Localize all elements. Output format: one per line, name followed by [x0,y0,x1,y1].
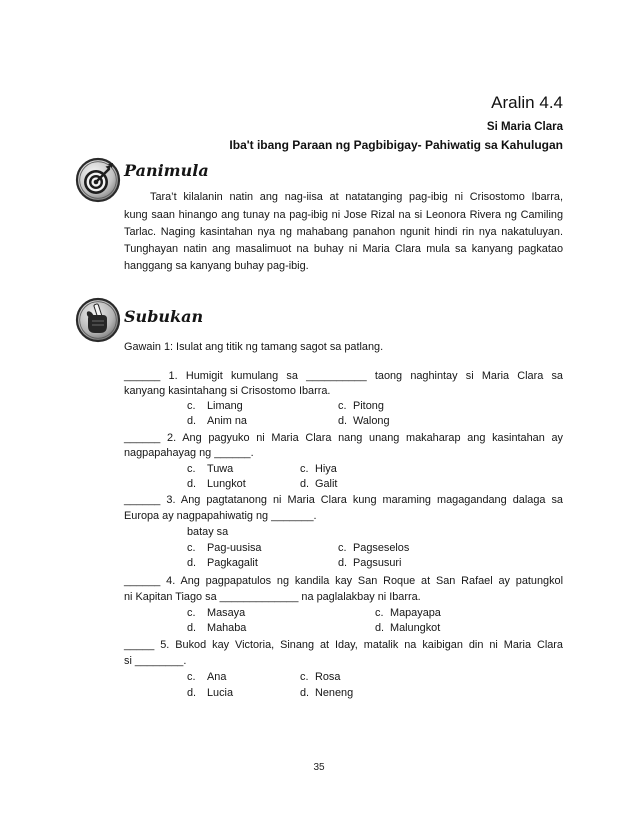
option-letter: c. [187,607,196,619]
answer-option [338,414,390,428]
option-text: Mapayapa [390,607,441,619]
option-letter: d. [187,478,197,490]
answer-option [187,477,246,491]
option-text: Ana [207,671,227,683]
lesson-subtitle: Iba't ibang Paraan ng Pagbibigay- Pahiwatig sa Kahulugan [229,138,563,152]
intro-paragraph-line: Tara’t kilalanin natin ang nag-iisa at natatanging pag-ibig ni Crisostomo Ibarra, [150,191,563,203]
answer-option [187,670,226,684]
question-line: kanyang kasintahang si Crisostomo Ibarra. [124,385,331,397]
option-letter: c. [187,671,196,683]
answer-option [187,462,233,476]
option-text: Neneng [315,687,354,699]
answer-option [187,686,233,700]
answer-option [300,477,337,491]
answer-option [187,541,262,555]
hand-icon [75,297,121,343]
option-letter: d. [187,415,197,427]
answer-option [187,606,245,620]
option-letter: c. [300,671,309,683]
answer-option [187,414,247,428]
intro-paragraph-line: Tunghayan natin ang masalimuot na buhay ni Maria Clara mula sa kanyang pagkatao [124,243,563,255]
question-line: ______ 2. Ang pagyuko ni Maria Clara nang unang makaharap ang kasintahan ay [124,432,563,444]
answer-option [187,621,246,635]
question-line: ______ 4. Ang pagpapatulos ng kandila kay San Roque at San Rafael ay patungkol [124,575,563,587]
answer-option [187,556,258,570]
question-line: ______ 1. Humigit kumulang sa __________ taong naghintay si Maria Clara sa [124,370,563,382]
option-letter: d. [300,687,310,699]
option-text: Lungkot [207,478,246,490]
answer-option [338,541,409,555]
option-text: Pagkagalit [207,557,258,569]
panimula-heading: Panimula [124,161,209,180]
option-letter: d. [375,622,385,634]
option-letter: c. [187,400,196,412]
page-number: 35 [313,762,325,773]
answer-option [338,556,401,570]
target-icon [75,157,121,203]
option-letter: d. [187,557,197,569]
question-line: si ________. [124,655,187,667]
answer-option [338,399,384,413]
option-text: Pag-uusisa [207,542,262,554]
option-text: Lucia [207,687,234,699]
option-letter: c. [338,400,347,412]
answer-option [300,670,340,684]
option-letter: c. [338,542,347,554]
option-text: Masaya [207,607,246,619]
question-line: Europa ay nagpapahiwatig ng _______. [124,510,317,522]
option-letter: c. [375,607,384,619]
intro-paragraph-line: kung saan hinango ang tunay na pag-ibig ni Jose Rizal na si Leonora Rivera ng Camiling [124,209,563,221]
option-text: Limang [207,400,243,412]
option-letter: c. [187,542,196,554]
option-letter: c. [300,463,309,475]
question-line: ni Kapitan Tiago sa _____________ na paglalakbay ni Ibarra. [124,591,421,603]
lesson-title: Si Maria Clara [486,121,563,133]
option-letter: d. [187,687,197,699]
option-text: Galit [315,478,338,490]
answer-option [375,621,440,635]
intro-paragraph-line: Tarlac. Naging kasintahan nya ng mahabang panahon ngunit hindi rin nya nakatuluyan. [124,226,563,238]
option-text: Pagseselos [353,542,410,554]
option-text: Hiya [315,463,337,475]
question-line: nagpapahayag ng ______. [124,447,254,459]
option-text: Walong [353,415,390,427]
answer-option [375,606,441,620]
option-text: Malungkot [390,622,441,634]
question-note: batay sa [187,526,229,538]
option-text: Mahaba [207,622,247,634]
lesson-number: Aralin 4.4 [491,93,563,112]
intro-paragraph-line: hanggang sa kanyang buhay pag-ibig. [124,260,309,272]
option-letter: d. [338,415,348,427]
option-letter: d. [338,557,348,569]
option-text: Tuwa [207,463,234,475]
option-text: Anim na [207,415,247,427]
question-line: ______ 3. Ang pagtatanong ni Maria Clara kung maraming magagandang dalaga sa [124,494,563,506]
answer-option [300,686,353,700]
subukan-heading: Subukan [124,307,204,326]
option-letter: d. [300,478,310,490]
option-letter: d. [187,622,197,634]
option-text: Pagsusuri [353,557,402,569]
answer-option [300,462,337,476]
activity-instruction: Gawain 1: Isulat ang titik ng tamang sagot sa patlang. [124,341,384,353]
option-letter: c. [187,463,196,475]
option-text: Rosa [315,671,341,683]
option-text: Pitong [353,400,384,412]
question-line: _____ 5. Bukod kay Victoria, Sinang at Iday, matalik na kaibigan din ni Maria Clara [124,639,563,651]
answer-option [187,399,243,413]
